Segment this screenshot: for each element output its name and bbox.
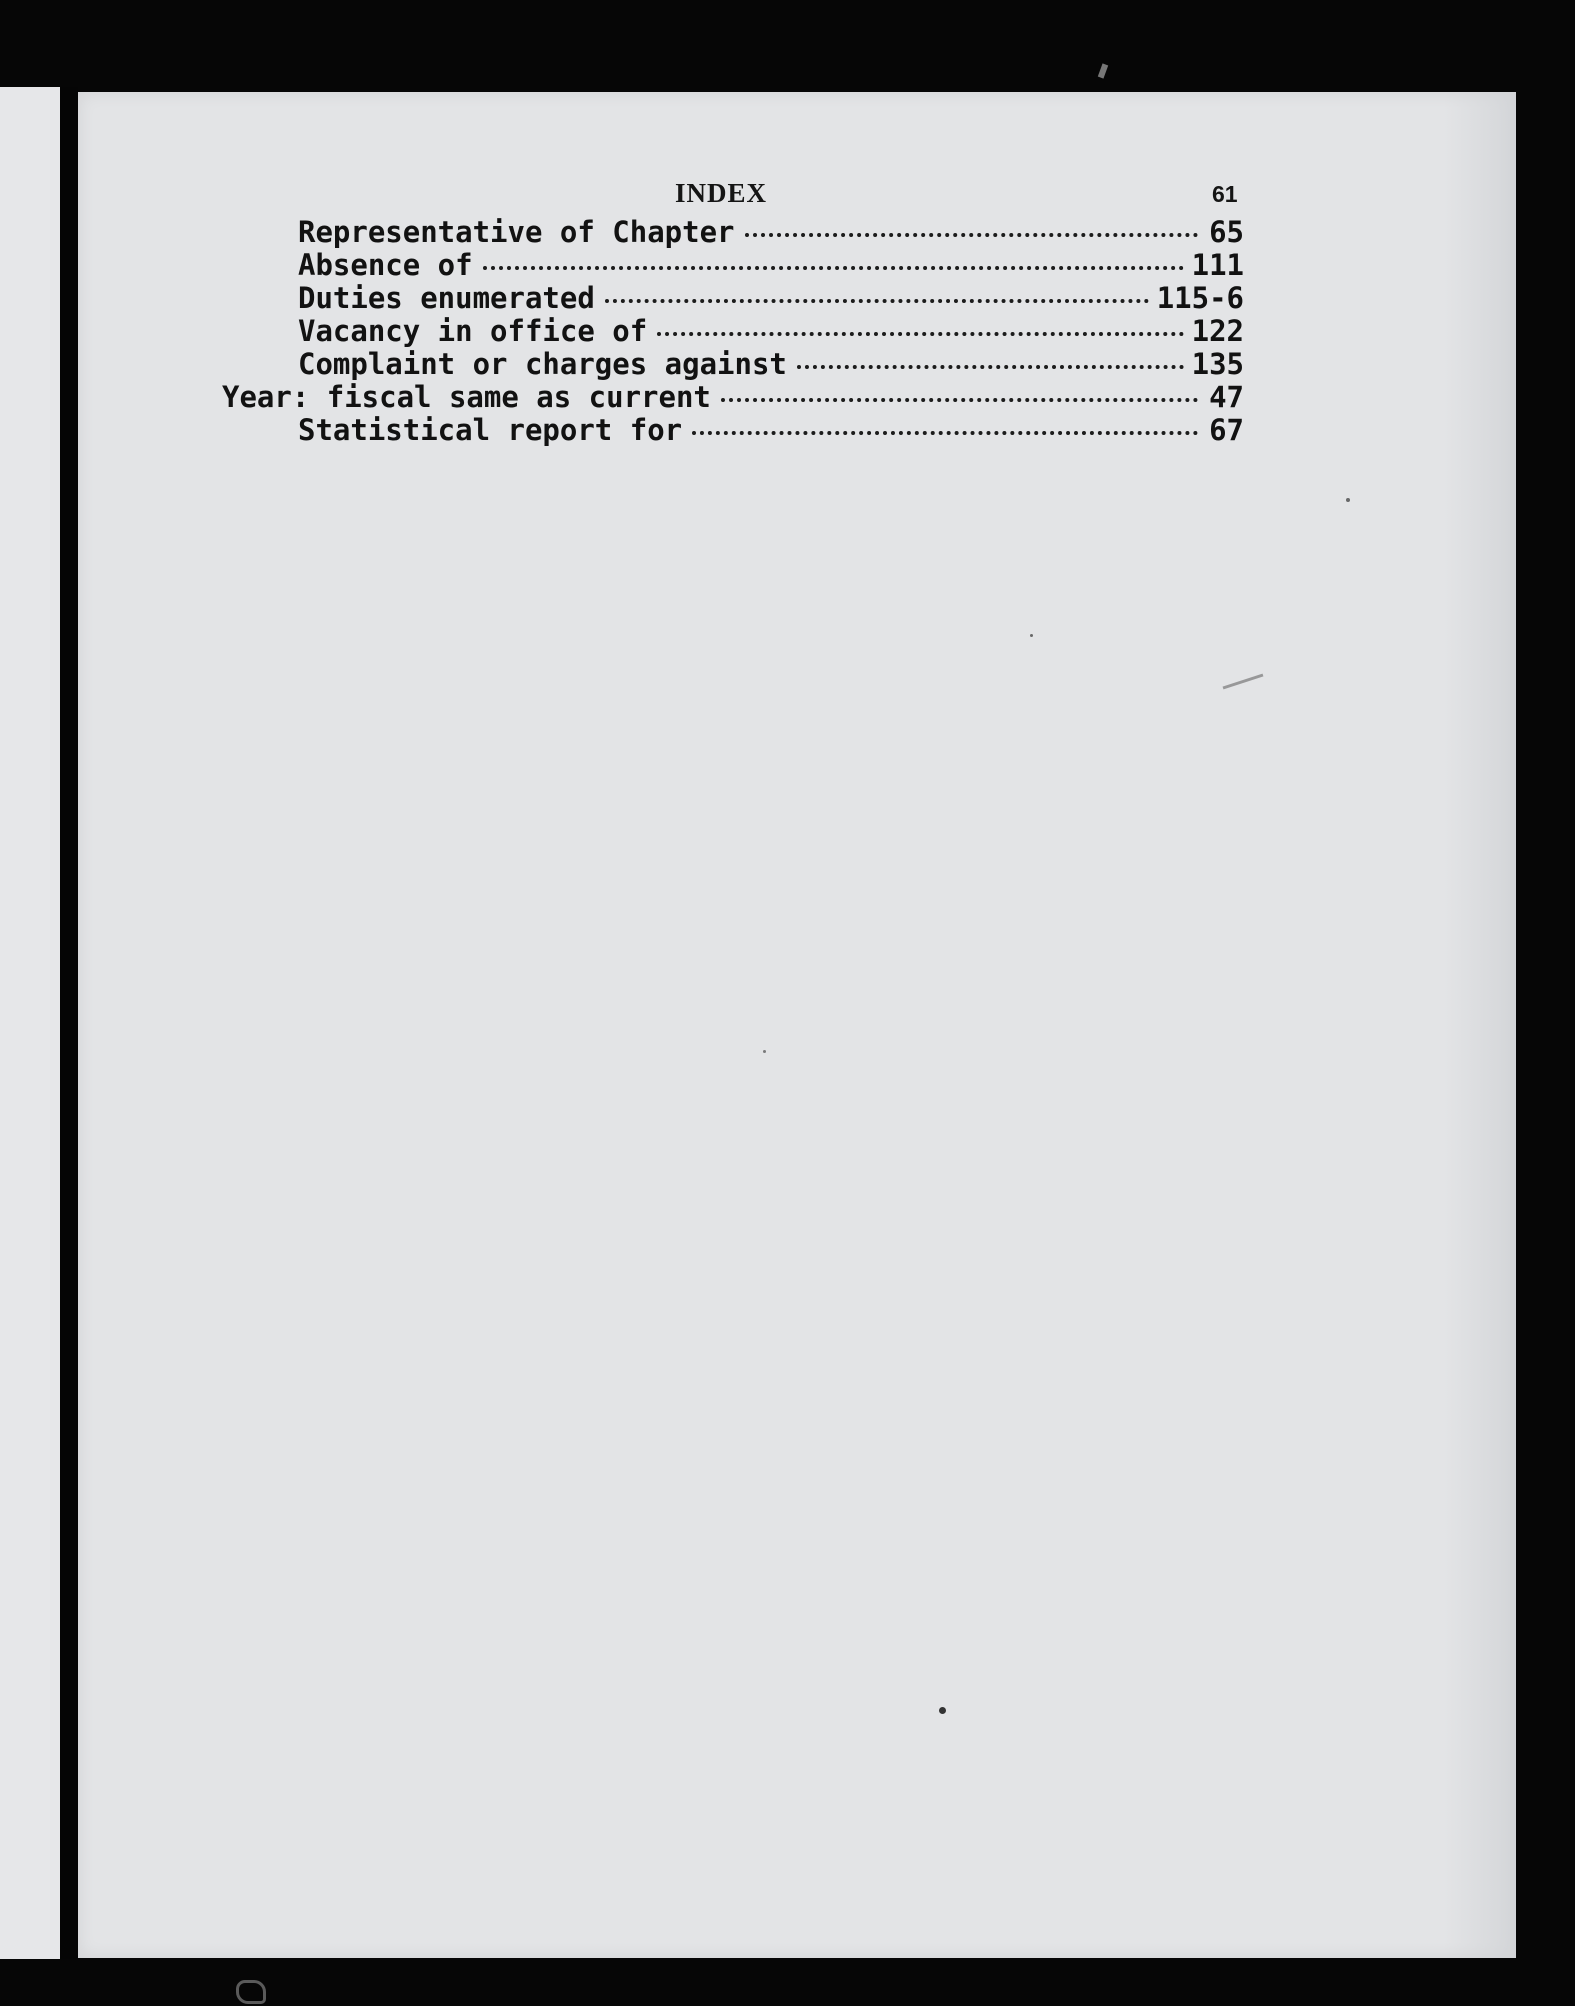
entry-page-reference: 115-6	[1156, 281, 1244, 315]
ink-speck	[939, 1707, 946, 1714]
dot-leader	[605, 299, 1149, 303]
ink-speck	[763, 1050, 766, 1053]
binding-shadow	[60, 87, 78, 1959]
dot-leader	[797, 365, 1184, 369]
entry-page-reference: 67	[1209, 413, 1244, 447]
ink-speck	[1346, 498, 1350, 502]
entry-term: Duties enumerated	[298, 281, 595, 315]
entry-page-reference: 111	[1191, 248, 1244, 282]
dot-leader	[657, 332, 1183, 336]
entry-term: Vacancy in office of	[298, 314, 648, 348]
adjacent-page-edge	[0, 87, 64, 1959]
index-entry	[222, 315, 1244, 348]
index-entry	[222, 216, 1244, 249]
dot-leader	[483, 266, 1184, 270]
dot-leader	[692, 431, 1198, 435]
dot-leader	[745, 233, 1199, 237]
entry-page-reference: 65	[1209, 215, 1244, 249]
index-entry	[222, 348, 1244, 381]
entry-page-reference: 122	[1191, 314, 1244, 348]
entry-term: Year: fiscal same as current	[222, 380, 711, 414]
page-number: 61	[1212, 181, 1238, 207]
running-head: INDEX	[675, 178, 768, 208]
index-entry	[222, 249, 1244, 282]
page-flaw-mark	[236, 1980, 266, 2004]
index-list	[222, 216, 1244, 447]
entry-term: Absence of	[298, 248, 473, 282]
entry-term: Complaint or charges against	[298, 347, 787, 381]
entry-page-reference: 47	[1209, 380, 1244, 414]
index-entry	[222, 282, 1244, 315]
dot-leader	[721, 398, 1198, 402]
entry-page-reference: 135	[1191, 347, 1244, 381]
entry-term: Statistical report for	[298, 413, 683, 447]
dust-mark	[1098, 63, 1108, 78]
index-entry	[222, 414, 1244, 447]
index-entry	[222, 381, 1244, 414]
entry-term: Representative of Chapter	[298, 215, 735, 249]
ink-speck	[1030, 634, 1033, 637]
